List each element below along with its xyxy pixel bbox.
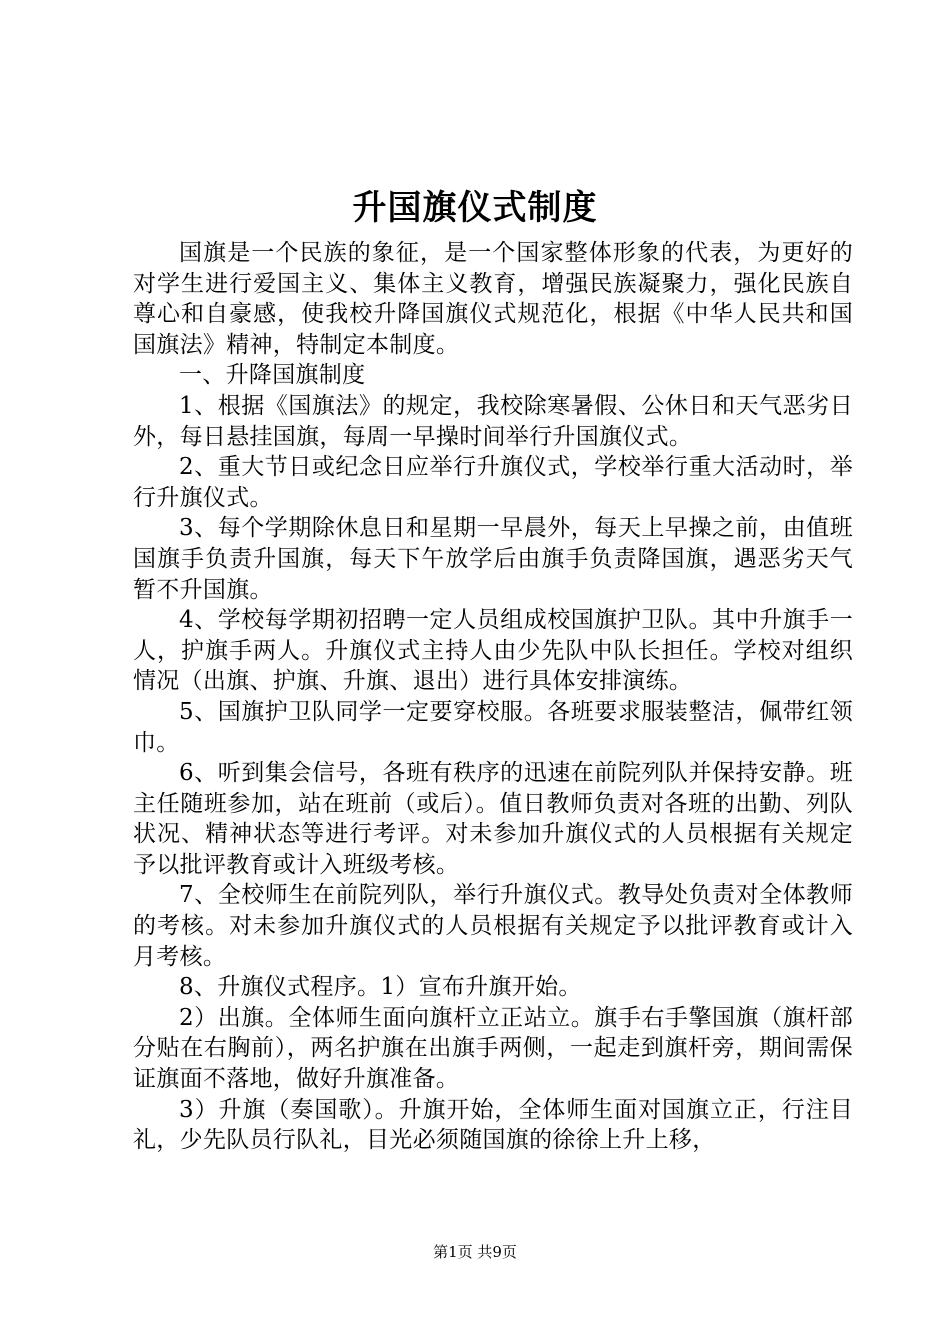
paragraph-intro: 国旗是一个民族的象征，是一个国家整体形象的代表，为更好的对学生进行爱国主义、集体主义教育，增强民族凝聚力，强化民族自尊心和自豪感，使我校升降国旗仪式规范化，根据《中华人民共和国国旗法》精神，特制定本制度。 (133, 240, 853, 358)
page-footer: 第1页 共9页 (433, 1243, 517, 1261)
paragraph-item-7: 7、全校师生在前院列队，举行升旗仪式。教导处负责对全体教师的考核。对未参加升旗仪式的人员根据有关规定予以批评教育或计入月考核。 (133, 882, 853, 970)
paragraph-item-1: 1、根据《国旗法》的规定，我校除寒暑假、公休日和天气恶劣日外，每日悬挂国旗，每周一早操时间举行升国旗仪式。 (133, 392, 853, 450)
paragraph-step-3: 3）升旗（奏国歌）。升旗开始，全体师生面对国旗立正，行注目礼，少先队员行队礼，目光必须随国旗的徐徐上升上移， (133, 1096, 853, 1154)
document-title: 升国旗仪式制度 (352, 188, 598, 228)
paragraph-item-6: 6、听到集会信号，各班有秩序的迅速在前院列队并保持安静。班主任随班参加，站在班前（或后）。值日教师负责对各班的出勤、列队状况、精神状态等进行考评。对未参加升旗仪式的人员根据有关规定予以批评教育或计入班级考核。 (133, 760, 853, 878)
paragraph-item-3: 3、每个学期除休息日和星期一早晨外，每天上早操之前，由值班国旗手负责升国旗，每天下午放学后由旗手负责降国旗，遇恶劣天气暂不升国旗。 (133, 515, 853, 603)
paragraph-item-5: 5、国旗护卫队同学一定要穿校服。各班要求服装整洁，佩带红领巾。 (133, 698, 853, 756)
section-heading: 一、升降国旗制度 (179, 362, 366, 389)
paragraph-step-2: 2）出旗。全体师生面向旗杆立正站立。旗手右手擎国旗（旗杆部分贴在右胸前），两名护旗在出旗手两侧，一起走到旗杆旁，期间需保证旗面不落地，做好升旗准备。 (133, 1004, 853, 1093)
paragraph-item-4: 4、学校每学期初招聘一定人员组成校国旗护卫队。其中升旗手一人，护旗手两人。升旗仪式主持人由少先队中队长担任。学校对组织情况（出旗、护旗、升旗、退出）进行具体安排演练。 (133, 607, 853, 695)
document-body (133, 238, 853, 1156)
paragraph-item-8: 8、升旗仪式程序。1）宣布升旗开始。 (179, 974, 582, 1001)
paragraph-item-2: 2、重大节日或纪念日应举行升旗仪式，学校举行重大活动时，举行升旗仪式。 (133, 454, 853, 511)
